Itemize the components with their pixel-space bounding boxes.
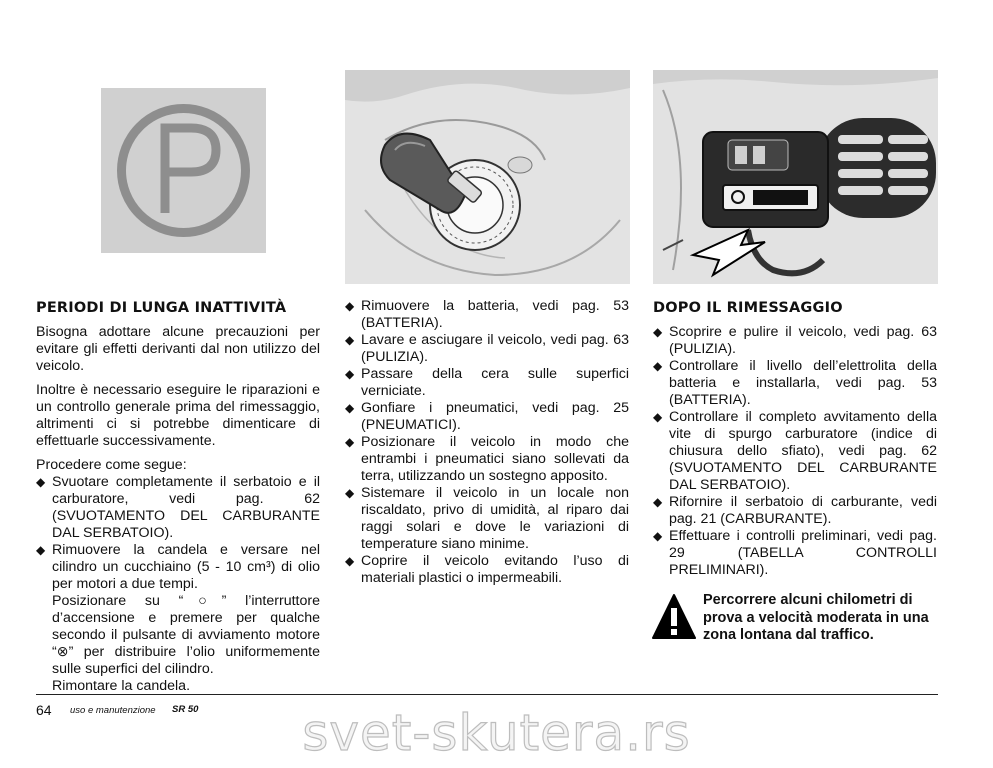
diamond-bullet-icon: ◆ bbox=[345, 401, 355, 415]
ignition-key-photo bbox=[345, 70, 630, 284]
diamond-bullet-icon: ◆ bbox=[653, 495, 663, 509]
diamond-bullet-icon: ◆ bbox=[653, 359, 663, 373]
list-item: ◆ Coprire il veicolo evitando l’uso di materiali plastici o impermeabili. bbox=[345, 553, 629, 586]
diamond-bullet-icon: ◆ bbox=[653, 410, 663, 424]
section-heading-inactivity: PERIODI DI LUNGA INATTIVITÀ bbox=[36, 300, 287, 316]
footer-model: SR 50 bbox=[172, 704, 199, 715]
continuation-text: Rimontare la candela. bbox=[52, 678, 191, 694]
list-item: ◆ Sistemare il veicolo in un locale non riscaldato, privo di umidità, al riparo dai raggi solari e dove le variazioni di temperature siano minime. bbox=[345, 485, 629, 552]
paragraph: Inoltre è necessario eseguire le riparazioni e un controllo generale prima del rimessaggio, altrimenti ci si potrebbe dimenticare di effettuarle successivamente. bbox=[36, 382, 320, 449]
diamond-bullet-icon: ◆ bbox=[653, 325, 663, 339]
list-item: ◆ Rimuovere la candela e versare nel cilindro un cucchiaino (5 - 10 cm³) di olio per motori a due tempi. bbox=[36, 542, 320, 592]
middle-column-text bbox=[345, 298, 629, 587]
list-item: ◆ Svuotare completamente il serbatoio e il carburatore, vedi pag. 62 (SVUOTAMENTO DEL CARBURANTE DAL SERBATOIO). bbox=[36, 474, 320, 541]
handlebar-switch-photo bbox=[653, 70, 938, 284]
watermark: svet-skutera.rs bbox=[302, 704, 691, 762]
diamond-bullet-icon: ◆ bbox=[345, 367, 355, 381]
right-column-text bbox=[653, 324, 937, 579]
list-item: ◆ Scoprire e pulire il veicolo, vedi pag. 63 (PULIZIA). bbox=[653, 324, 937, 357]
diamond-bullet-icon: ◆ bbox=[653, 529, 663, 543]
paragraph: Bisogna adottare alcune precauzioni per evitare gli effetti derivanti dal non utilizzo del veicolo. bbox=[36, 324, 320, 374]
diamond-bullet-icon: ◆ bbox=[345, 299, 355, 313]
list-item: ◆ Rimuovere la batteria, vedi pag. 53 (BATTERIA). bbox=[345, 298, 629, 331]
diamond-bullet-icon: ◆ bbox=[345, 554, 355, 568]
continuation-text: Posizionare su “○” l’interruttore d’accensione e premere per qualche secondo il pulsante di avviamento motore “⊗” per distribuire l’olio uniformemente sulle superfici del cilindro. bbox=[52, 593, 320, 677]
warning-triangle-icon bbox=[651, 592, 697, 642]
diamond-bullet-icon: ◆ bbox=[345, 486, 355, 500]
list-item: ◆ Controllare il livello dell’elettrolita della batteria e installarla, vedi pag. 53 (BATTERIA). bbox=[653, 358, 937, 408]
diamond-bullet-icon: ◆ bbox=[345, 333, 355, 347]
footer-divider bbox=[36, 694, 938, 695]
list-item: ◆ Rifornire il serbatoio di carburante, vedi pag. 21 (CARBURANTE). bbox=[653, 494, 937, 527]
list-item: ◆ Gonfiare i pneumatici, vedi pag. 25 (PNEUMATICI). bbox=[345, 400, 629, 433]
list-item: ◆ Lavare e asciugare il veicolo, vedi pag. 63 (PULIZIA). bbox=[345, 332, 629, 365]
footer-caption: uso e manutenzione bbox=[70, 705, 156, 716]
list-item: ◆ Posizionare il veicolo in modo che entrambi i pneumatici siano sollevati da terra, utilizzando un sostegno apposito. bbox=[345, 434, 629, 484]
parking-icon bbox=[101, 88, 266, 253]
intro-line: Procedere come segue: bbox=[36, 457, 187, 473]
list-item: ◆ Effettuare i controlli preliminari, vedi pag. 29 (TABELLA CONTROLLI PRELIMINARI). bbox=[653, 528, 937, 578]
page-number: 64 bbox=[36, 702, 52, 718]
parking-illustration bbox=[101, 88, 266, 253]
left-column-text bbox=[36, 324, 320, 695]
diamond-bullet-icon: ◆ bbox=[345, 435, 355, 449]
list-item: ◆ Passare della cera sulle superfici verniciate. bbox=[345, 366, 629, 399]
list-item: ◆ Controllare il completo avvitamento della vite di spurgo carburatore (indice di chiusura dello sfiato), vedi pag. 62 (SVUOTAMENTO DEL CARBURANTE DAL SERBATOIO). bbox=[653, 409, 937, 493]
diamond-bullet-icon: ◆ bbox=[36, 543, 46, 557]
section-heading-after-storage: DOPO IL RIMESSAGGIO bbox=[653, 300, 843, 316]
warning-text: Percorrere alcuni chilometri di prova a velocità moderata in una zona lontana dal traffico. bbox=[703, 592, 929, 643]
diamond-bullet-icon: ◆ bbox=[36, 475, 46, 489]
